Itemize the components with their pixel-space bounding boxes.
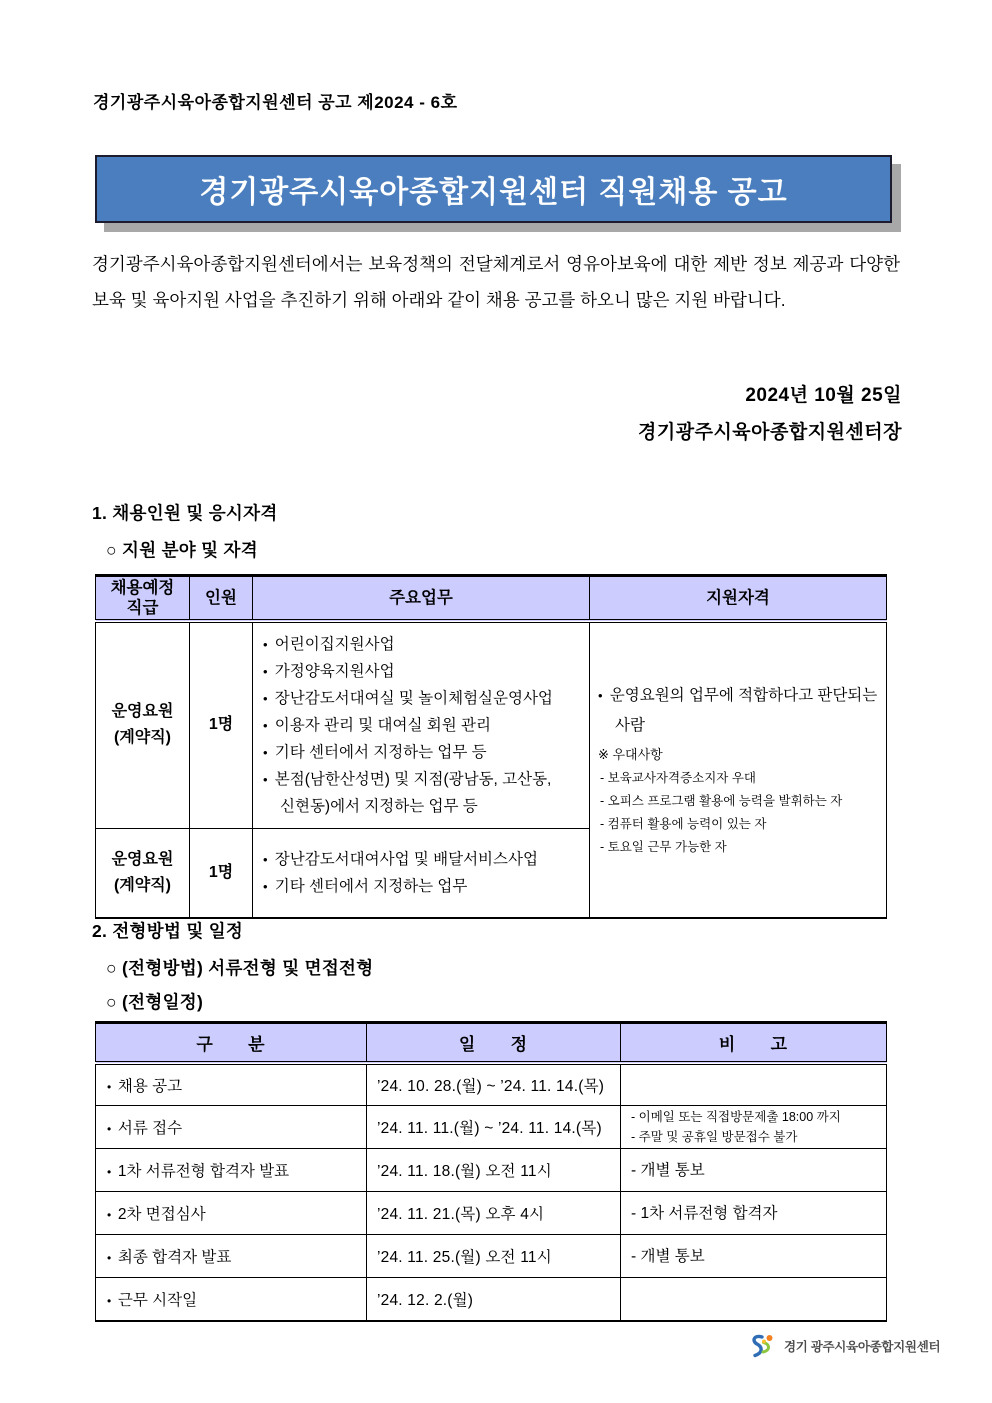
table-row [96, 1235, 887, 1278]
schedule-table [95, 1021, 887, 1322]
note-cell [621, 1106, 887, 1149]
qualification-note: - 보육교사자격증소지자 우대 [600, 770, 757, 785]
qualification-cell [590, 621, 887, 919]
table-row [96, 1192, 887, 1235]
note-cell [621, 1235, 887, 1278]
schedule-table-header-row [96, 1023, 887, 1063]
schedule-cell: ’24. 11. 25.(월) 오전 11시 [367, 1235, 621, 1278]
title-banner [95, 155, 892, 223]
duty-item: • 어린이집지원사업 [263, 631, 583, 658]
header-position: 채용예정 직급 [96, 576, 190, 621]
schedule-cell: ’24. 12. 2.(월) [367, 1278, 621, 1321]
section1-subheading: ○ 지원 분야 및 자격 [106, 540, 258, 560]
note-line: - 주말 및 공휴일 방문접수 불가 [631, 1130, 798, 1144]
table-row [96, 1278, 887, 1321]
center-logo-icon [748, 1332, 778, 1359]
qualification-note: - 컴퓨터 활용에 능력이 있는 자 [600, 816, 767, 831]
note-line: - 1차 서류전형 합격자 [631, 1204, 778, 1222]
note-line: - 이메일 또는 직접방문제출 18:00 까지 [631, 1110, 841, 1124]
table-row [96, 621, 887, 829]
category-cell: • 1차 서류전형 합격자 발표 [96, 1149, 367, 1192]
section2-heading: 2. 전형방법 및 일정 [92, 921, 244, 941]
position-cell: 운영요원 (계약직) [96, 621, 190, 829]
header-count: 인원 [190, 576, 253, 621]
note-cell [621, 1063, 887, 1106]
qualification-note: - 토요일 근무 가능한 자 [600, 839, 727, 854]
schedule-cell: ’24. 11. 21.(목) 오후 4시 [367, 1192, 621, 1235]
header-qualification: 지원자격 [590, 576, 887, 621]
duty-item: • 본점(남한산성면) 및 지점(광남동, 고산동, 신현동)에서 지정하는 업무 등 [263, 766, 583, 820]
footer-logo-block [748, 1332, 940, 1359]
recruitment-table-header-row [96, 576, 887, 621]
table-row [96, 1149, 887, 1192]
duty-item: • 장난감도서대여실 및 놀이체험실운영사업 [263, 685, 583, 712]
category-cell: • 2차 면접심사 [96, 1192, 367, 1235]
doc-number: 경기광주시육아종합지원센터 공고 제2024 - 6호 [93, 93, 458, 112]
header-category: 구 분 [96, 1023, 367, 1063]
header-duties: 주요업무 [253, 576, 590, 621]
footer-logo-text: 경기 광주시육아종합지원센터 [784, 1339, 941, 1354]
note-cell [621, 1149, 887, 1192]
count-cell: 1명 [190, 828, 253, 918]
duty-item: • 기타 센터에서 지정하는 업무 등 [263, 739, 583, 766]
schedule-cell: ’24. 11. 11.(월) ~ ’24. 11. 14.(목) [367, 1106, 621, 1149]
note-line: - 개별 통보 [631, 1161, 705, 1179]
section2-schedule-label: ○ (전형일정) [106, 992, 204, 1012]
section2-method: ○ (전형방법) 서류전형 및 면접전형 [106, 958, 374, 978]
duty-item: • 기타 센터에서 지정하는 업무 [263, 873, 583, 900]
date-signature-block [638, 377, 902, 451]
duty-item: • 이용자 관리 및 대여실 회원 관리 [263, 712, 583, 739]
doc-signature: 경기광주시육아종합지원센터장 [638, 422, 902, 443]
intro-paragraph: 경기광주시육아종합지원센터에서는 보육정책의 전달체계로서 영유아보육에 대한 제반 정보 제공과 다양한 보육 및 육아지원 사업을 추진하기 위해 아래와 같이 채용 공고를 하오니 많은 지원 바랍니다. [92, 254, 900, 310]
header-note: 비 고 [621, 1023, 887, 1063]
section1-heading: 1. 채용인원 및 응시자격 [92, 503, 278, 523]
qualification-note-title: ※ 우대사항 [598, 746, 663, 762]
category-cell: • 서류 접수 [96, 1106, 367, 1149]
duty-item: • 장난감도서대여사업 및 배달서비스사업 [263, 846, 583, 873]
table-row [96, 1063, 887, 1106]
note-cell [621, 1192, 887, 1235]
schedule-cell: ’24. 11. 18.(월) 오전 11시 [367, 1149, 621, 1192]
header-schedule: 일 정 [367, 1023, 621, 1063]
duties-cell [253, 828, 590, 918]
duty-item: • 가정양육지원사업 [263, 658, 583, 685]
page-title: 경기광주시육아종합지원센터 직원채용 공고 [199, 176, 788, 209]
doc-date: 2024년 10월 25일 [745, 385, 902, 406]
table-row [96, 1106, 887, 1149]
recruitment-table [95, 574, 887, 919]
category-cell: • 최종 합격자 발표 [96, 1235, 367, 1278]
schedule-cell: ’24. 10. 28.(월) ~ ’24. 11. 14.(목) [367, 1063, 621, 1106]
category-cell: • 근무 시작일 [96, 1278, 367, 1321]
count-cell: 1명 [190, 621, 253, 829]
qualification-note: - 오피스 프로그램 활용에 능력을 발휘하는 자 [600, 793, 843, 808]
duties-cell [253, 621, 590, 829]
note-cell [621, 1278, 887, 1321]
category-cell: • 채용 공고 [96, 1063, 367, 1106]
note-line: - 개별 통보 [631, 1247, 705, 1265]
position-cell: 운영요원 (계약직) [96, 828, 190, 918]
qualification-main: • 운영요원의 업무에 적합하다고 판단되는 사람 [598, 681, 882, 741]
